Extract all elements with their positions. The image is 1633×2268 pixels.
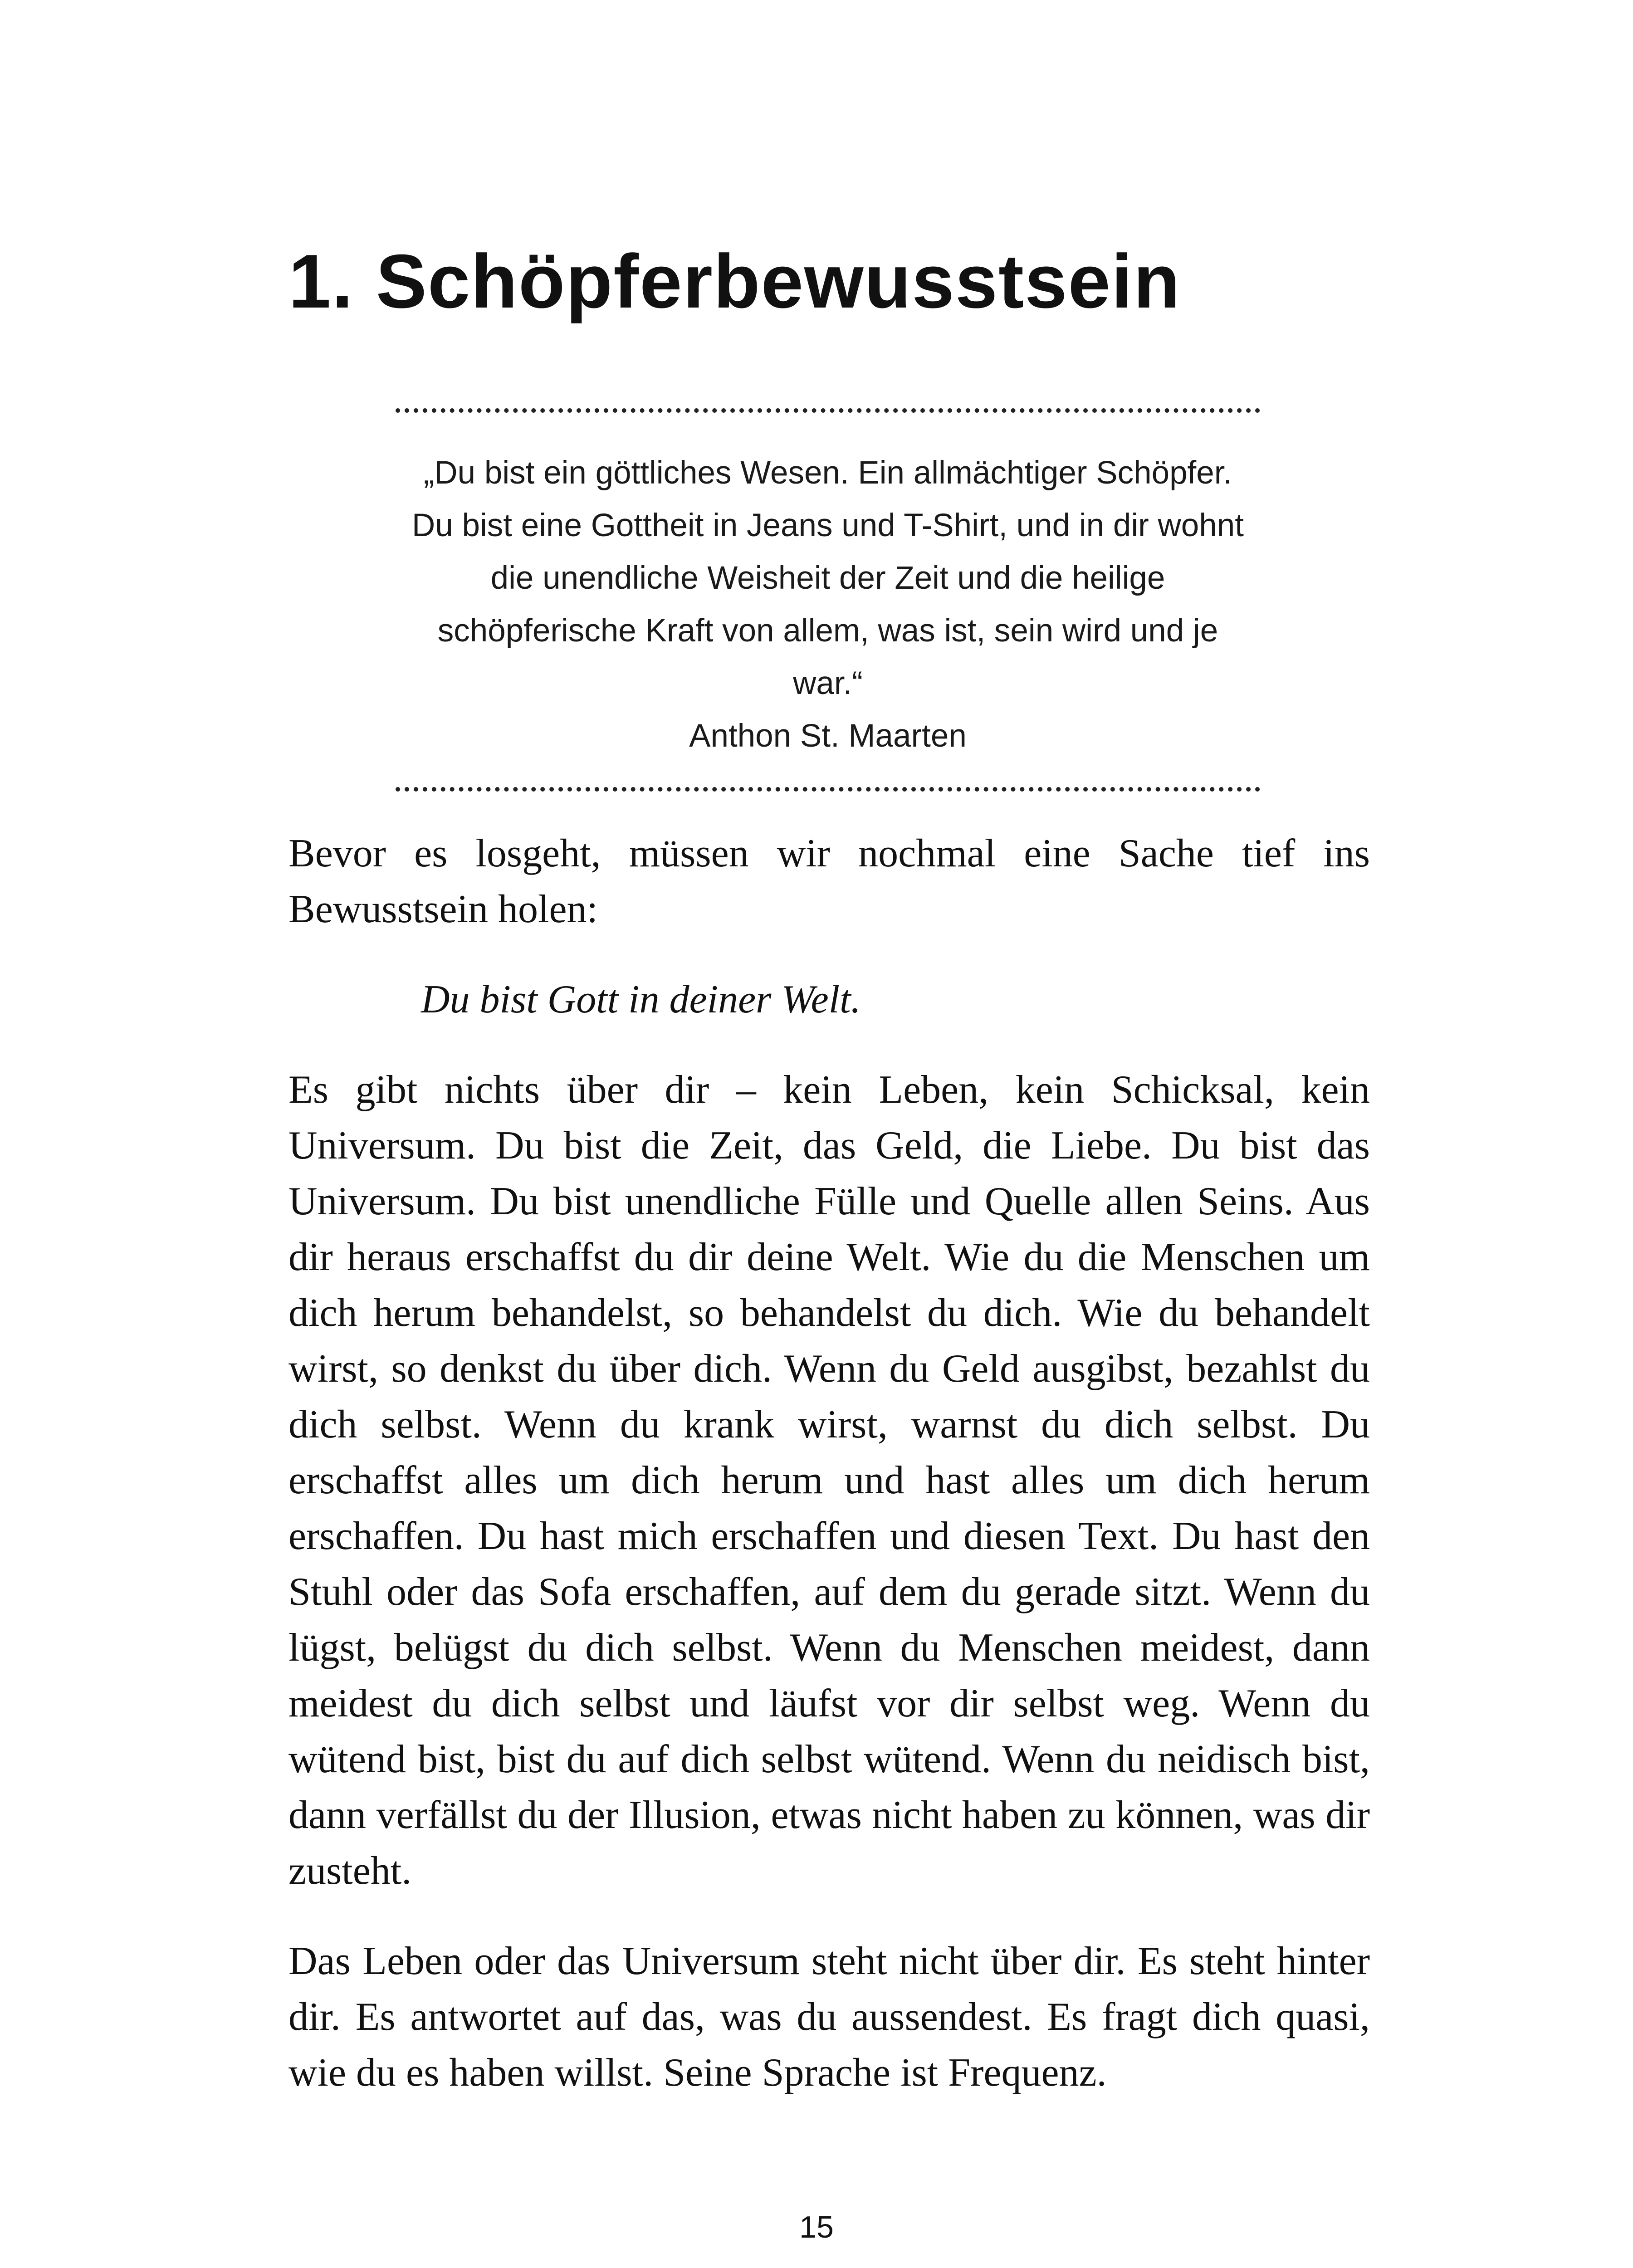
intro-paragraph: Bevor es losgeht, müssen wir nochmal eine Sache tief ins Bewusstsein holen: <box>288 831 1370 931</box>
body-paragraph-2: Das Leben oder das Universum steht nicht über dir. Es steht hinter dir. Es antwortet auf das, was du aussendest. Es fragt dich quasi, wie du es haben willst. Seine Sprache ist Frequenz. <box>288 1939 1370 2095</box>
epigraph-author: Anthon St. Maarten <box>689 718 967 754</box>
epigraph-divider-bottom <box>396 787 1260 792</box>
epigraph-quote: „Du bist ein göttliches Wesen. Ein allmächtiger Schöpfer. Du bist eine Gottheit in Jeans und T-Shirt, und in dir wohnt die unendliche Weisheit der Zeit und die heilige schöpferische Kraft von allem, was ist, sein wird und je war.“ <box>412 455 1244 701</box>
page-number: 15 <box>799 2210 834 2244</box>
body-paragraph-1: Es gibt nichts über dir – kein Leben, kein Schicksal, kein Universum. Du bist die Zeit, das Geld, die Liebe. Du bist das Universum. Du bist unendliche Fülle und Quelle allen Seins. Aus dir heraus erschaffst du dir deine Welt. Wie du die Menschen um dich herum behandelst, so behandelst du dich. Wie du behandelt wirst, so denkst du über dich. Wenn du Geld ausgibst, bezahlst du dich selbst. Wenn du krank wirst, warnst du dich selbst. Du erschaffst alles um dich herum und hast alles um dich herum erschaffen. Du hast mich erschaffen und diesen Text. Du hast den Stuhl oder das Sofa erschaffen, auf dem du gerade sitzt. Wenn du lügst, belügst du dich selbst. Wenn du Menschen meidest, dann meidest du dich selbst und läufst vor dir selbst weg. Wenn du wütend bist, bist du auf dich selbst wütend. Wenn du neidisch bist, dann verfällst du der Illusion, etwas nicht haben zu können, was dir zusteht. <box>288 1068 1370 1893</box>
epigraph-divider-top <box>396 408 1260 413</box>
emphasis-line: Du bist Gott in deiner Welt. <box>421 978 861 1022</box>
epigraph <box>399 447 1257 763</box>
body-text <box>288 826 1370 2101</box>
chapter-title: 1. Schöpferbewusstsein <box>288 239 1181 324</box>
